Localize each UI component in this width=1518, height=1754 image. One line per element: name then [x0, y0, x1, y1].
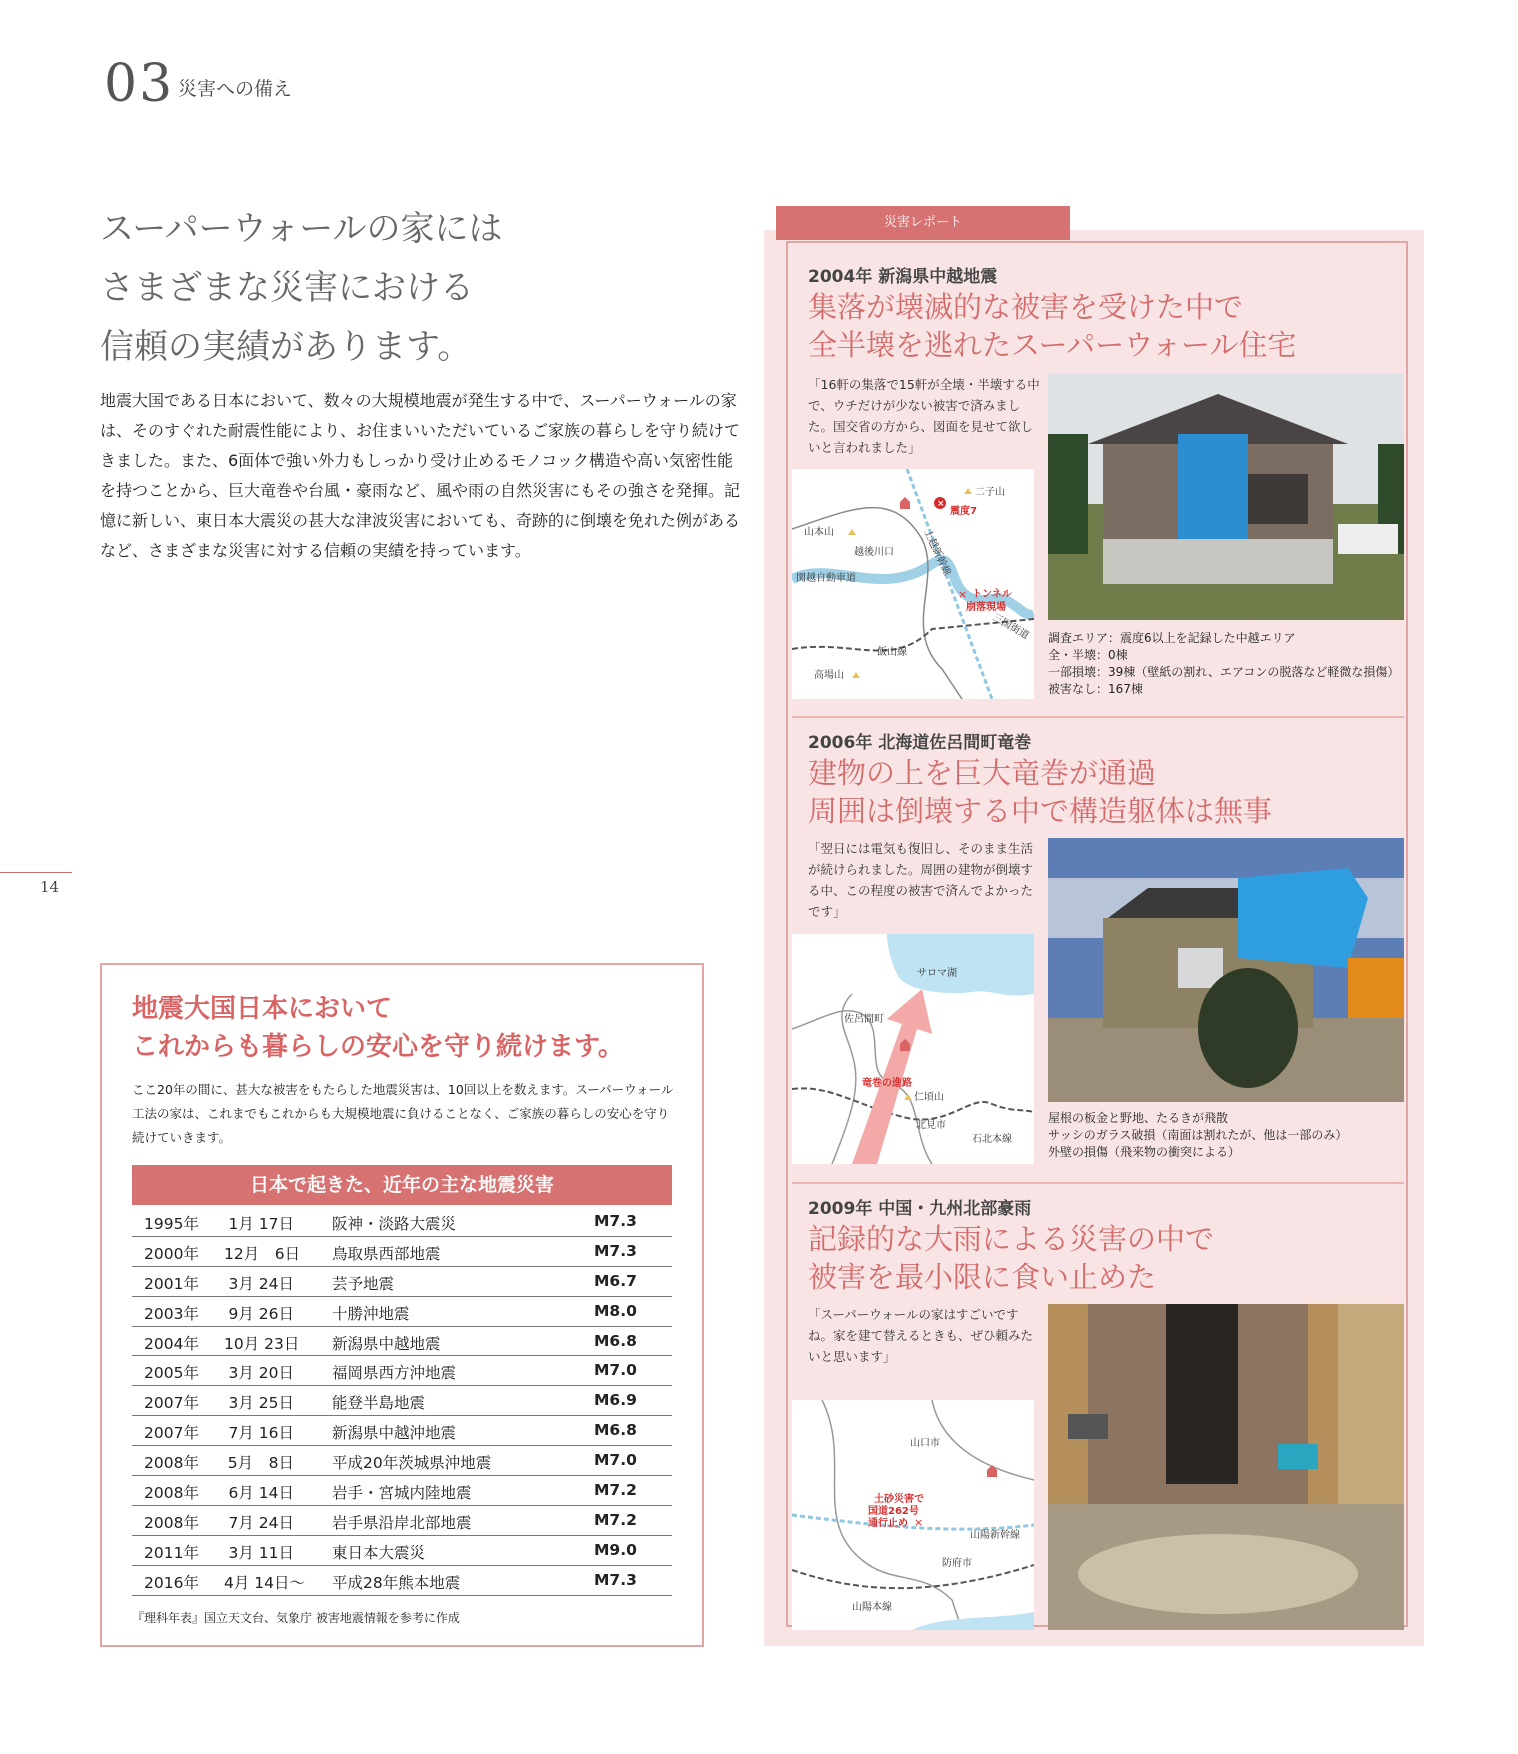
quake-date: 3月 24日: [228, 1274, 294, 1293]
map-label: 仁頃山: [914, 1092, 944, 1103]
quake-date: 10月 23日: [224, 1334, 300, 1353]
page-headline: [100, 200, 740, 377]
map-label: 竜巻の進路: [862, 1078, 912, 1089]
quake-magnitude: M7.3: [594, 1570, 637, 1589]
report-3-title-line: 被害を最小限に食い止めた: [808, 1260, 1157, 1294]
map-label: 土砂災害で: [874, 1494, 924, 1505]
quake-name: 新潟県中越沖地震: [332, 1424, 457, 1443]
report-2-photo: [1048, 838, 1404, 1102]
map-label: 関越自動車道: [796, 573, 856, 584]
quake-name: 阪神・淡路大震災: [332, 1215, 457, 1233]
report-note: サッシのガラス破損（南面は割れたが、他は一部のみ）: [1048, 1128, 1348, 1142]
map-label: 通行止め: [868, 1518, 908, 1529]
mountain-icon: [904, 1094, 912, 1100]
quake-year: 2016年: [144, 1573, 199, 1592]
quake-year: 2003年: [144, 1304, 199, 1323]
quake-magnitude: M6.8: [594, 1331, 637, 1350]
map-label: 高場山: [814, 670, 844, 681]
map-label: 越後川口: [854, 547, 894, 558]
report-note: 一部損壊：39棟（壁紙の割れ、エアコンの脱落など軽微な損傷）: [1048, 665, 1400, 679]
quake-year: 2008年: [144, 1454, 199, 1473]
report-1-quote: 「16軒の集落で15軒が全壊・半壊する中で、ウチだけが少ない被害で済みました。国交省の方から、図面を見せて欲しいと言われました」: [808, 377, 1040, 455]
mountain-icon: [848, 529, 856, 535]
quake-date: 7月 16日: [228, 1424, 294, 1443]
quake-date: 6月 14日: [228, 1484, 294, 1503]
quake-magnitude: M6.7: [594, 1271, 637, 1290]
report-1-title: [808, 288, 1296, 364]
quake-date: 7月 24日: [228, 1513, 294, 1532]
table-row: [132, 1566, 672, 1596]
quake-magnitude: M7.3: [594, 1241, 637, 1260]
report-2-title: [808, 754, 1272, 830]
quake-year: 2007年: [144, 1394, 199, 1413]
quake-magnitude: M6.9: [594, 1391, 637, 1410]
report-note: 屋根の板金と野地、たるきが飛散: [1048, 1111, 1229, 1125]
quake-year: 1995年: [144, 1215, 199, 1233]
collapse-mark-icon: ×: [958, 588, 968, 601]
report-2-notes: [1048, 1110, 1347, 1161]
quake-name: 平成28年熊本地震: [332, 1573, 461, 1592]
quake-magnitude: M6.8: [594, 1421, 637, 1440]
yamaguchi-map: [792, 1400, 1034, 1630]
quake-name: 東日本大震災: [332, 1543, 426, 1562]
quake-magnitude: M7.0: [594, 1451, 637, 1470]
report-1-label: 2004年 新潟県中越地震: [808, 267, 998, 287]
quake-date: 3月 25日: [228, 1394, 294, 1413]
report-1-title-line: 集落が壊滅的な被害を受けた中で: [808, 290, 1244, 324]
table-row: [132, 1267, 672, 1297]
flood-entrance-illustration: [1048, 1304, 1404, 1630]
rail-line: [792, 1088, 1034, 1119]
quake-year: 2008年: [144, 1513, 199, 1532]
mountain-icon: [852, 672, 860, 678]
report-3-title: [808, 1220, 1214, 1296]
sea: [912, 1612, 1034, 1630]
report-1-title-line: 全半壊を逃れたスーパーウォール住宅: [808, 328, 1297, 362]
report-3-quote: 「スーパーウォールの家はすごいですね。家を建て替えるときも、ぜひ頼みたいと思います」: [808, 1307, 1034, 1364]
box-heading-line: これからも暮らしの安心を守り続けます。: [132, 1032, 624, 1062]
quake-year: 2004年: [144, 1334, 199, 1353]
report-2-title-line: 建物の上を巨大竜巻が通過: [808, 756, 1157, 790]
section-title: 災害への備え: [178, 78, 293, 100]
map-label: 石北本線: [972, 1134, 1012, 1145]
map-label: 佐呂間町: [844, 1014, 884, 1025]
quake-magnitude: M7.0: [594, 1361, 637, 1380]
quake-year: 2005年: [144, 1364, 199, 1383]
quake-year: 2001年: [144, 1274, 199, 1293]
quake-date: 4月 14日～: [224, 1573, 306, 1592]
mountain-icon: [964, 488, 972, 494]
table-title: 日本で起きた、近年の主な地震災害: [132, 1165, 672, 1205]
table-row: [132, 1536, 672, 1566]
table-row: [132, 1506, 672, 1536]
quake-name: 岩手県沿岸北部地震: [332, 1513, 472, 1532]
chuetsu-map: [792, 469, 1034, 699]
quake-year: 2000年: [144, 1244, 199, 1263]
road: [932, 1400, 1034, 1480]
report-note: 被害なし：167棟: [1048, 682, 1143, 696]
road-closed-icon: ×: [914, 1516, 924, 1529]
quake-year: 2007年: [144, 1424, 199, 1443]
report-note: 外壁の損傷（飛来物の衝突による）: [1048, 1145, 1241, 1159]
quake-year: 2008年: [144, 1484, 199, 1503]
box-heading: [132, 990, 692, 1066]
quake-date: 12月 6日: [224, 1244, 301, 1263]
report-note: 全・半壊：0棟: [1048, 648, 1128, 662]
map-label: 山陽本線: [852, 1602, 892, 1613]
report-3-title-line: 記録的な大雨による災害の中で: [808, 1222, 1215, 1256]
table-row: [132, 1356, 672, 1386]
report-3-map: [792, 1400, 1034, 1630]
svg-text:×: ×: [937, 499, 945, 509]
house-icon: [987, 1465, 997, 1477]
quake-name: 能登半島地震: [332, 1394, 426, 1413]
table-row: [132, 1297, 672, 1327]
map-label: 三国街道: [990, 612, 1031, 642]
quake-name: 新潟県中越地震: [332, 1334, 441, 1353]
rail-line: [792, 1565, 1034, 1588]
map-label: 上越新幹線: [921, 527, 953, 578]
report-note: 調査エリア：震度6以上を記録した中越エリア: [1048, 631, 1296, 645]
quake-name: 岩手・宮城内陸地震: [332, 1484, 472, 1503]
map-label: トンネル: [972, 589, 1012, 600]
map-label: 震度7: [950, 506, 977, 517]
map-label: 飯山線: [877, 647, 907, 658]
disaster-report-tab: 災害レポート: [776, 206, 1070, 240]
table-row: [132, 1237, 672, 1267]
lake: [887, 934, 1034, 995]
report-divider: [792, 1182, 1404, 1184]
quake-magnitude: M8.0: [594, 1301, 637, 1320]
quake-date: 5月 8日: [227, 1454, 294, 1473]
report-1-map: [792, 469, 1034, 699]
tornado-house-illustration: [1048, 838, 1404, 1102]
table-source: 『理科年表』国立天文台、気象庁 被害地震情報を参考に作成: [132, 1611, 460, 1625]
report-3-photo: [1048, 1304, 1404, 1630]
section-number: 03: [104, 54, 175, 114]
quake-date: 9月 26日: [228, 1304, 294, 1323]
map-label: 山本山: [804, 527, 834, 538]
table-row: [132, 1327, 672, 1357]
page-number: 14: [40, 878, 60, 896]
report-1-notes: [1048, 630, 1399, 698]
earthquake-history-box: [100, 963, 704, 1647]
quake-magnitude: M7.2: [594, 1481, 637, 1500]
table-row: [132, 1207, 672, 1237]
intro-paragraph: 地震大国である日本において、数々の大規模地震が発生する中で、スーパーウォールの家は、そのすぐれた耐震性能により、お住まいいただいているご家族の暮らしを守り続けてきました。また、6面体で強い外力もしっかり受け止めるモノコック構造や高い気密性能を持つことから、巨大竜巻や台風・豪雨など、風や雨の自然災害にもその強さを発揮。記憶に新しい、東日本大震災の甚大な津波災害においても、奇跡的に倒壊を免れた例があるなど、さまざまな災害に対する信頼の実績を持っています。: [100, 391, 741, 560]
table-row: [132, 1446, 672, 1476]
map-label: 二子山: [975, 487, 1005, 498]
earthquake-table: [132, 1207, 672, 1596]
report-2-quote: 「翌日には電気も復旧し、そのまま生活が続けられました。周囲の建物が倒壊する中、この程度の被害で済んでよかったです」: [808, 841, 1034, 919]
report-divider: [792, 716, 1404, 718]
map-label: 北見市: [916, 1120, 946, 1131]
report-2-map: [792, 934, 1034, 1164]
quake-year: 2011年: [144, 1543, 199, 1562]
headline-line: 信頼の実績があります。: [100, 327, 472, 367]
quake-date: 1月 17日: [228, 1215, 294, 1233]
quake-magnitude: M7.2: [594, 1510, 637, 1529]
report-2-title-line: 周囲は倒壊する中で構造躯体は無事: [808, 794, 1273, 828]
headline-line: さまざまな災害における: [100, 268, 474, 308]
report-2-label: 2006年 北海道佐呂間町竜巻: [808, 733, 1032, 753]
box-heading-line: 地震大国日本において: [132, 994, 393, 1024]
shinkansen-line: [907, 469, 992, 699]
table-row: [132, 1476, 672, 1506]
report-1-photo: [1048, 374, 1404, 620]
quake-magnitude: M7.3: [594, 1212, 637, 1230]
map-label: 国道262号: [868, 1506, 919, 1517]
saroma-map: [792, 934, 1034, 1164]
quake-magnitude: M9.0: [594, 1540, 637, 1559]
map-label: 崩落現場: [966, 602, 1006, 613]
map-label: サロマ湖: [917, 968, 957, 979]
box-body-text: ここ20年の間に、甚大な被害をもたらした地震災害は、10回以上を数えます。スーパーウォール工法の家は、これまでもこれからも大規模地震に負けることなく、ご家族の暮らしの安心を守り続けていきます。: [132, 1082, 674, 1145]
quake-name: 十勝沖地震: [332, 1304, 410, 1323]
quake-date: 3月 20日: [228, 1364, 294, 1383]
house-photo-illustration: [1048, 374, 1404, 620]
quake-name: 鳥取県西部地震: [332, 1244, 441, 1263]
headline-line: スーパーウォールの家には: [100, 209, 503, 249]
map-label: 山口市: [910, 1438, 940, 1449]
map-label: 防府市: [942, 1558, 972, 1569]
table-row: [132, 1416, 672, 1446]
house-icon: [900, 497, 910, 509]
quake-date: 3月 11日: [228, 1543, 294, 1562]
quake-name: 芸予地震: [332, 1274, 395, 1293]
shinkansen-line: [792, 1515, 1034, 1529]
table-row: [132, 1386, 672, 1416]
quake-name: 平成20年茨城県沖地震: [332, 1454, 492, 1473]
report-3-label: 2009年 中国・九州北部豪雨: [808, 1199, 1032, 1219]
map-label: 山陽新幹線: [970, 1530, 1020, 1541]
quake-name: 福岡県西方沖地震: [332, 1364, 457, 1383]
page-number-rule: [0, 872, 72, 873]
